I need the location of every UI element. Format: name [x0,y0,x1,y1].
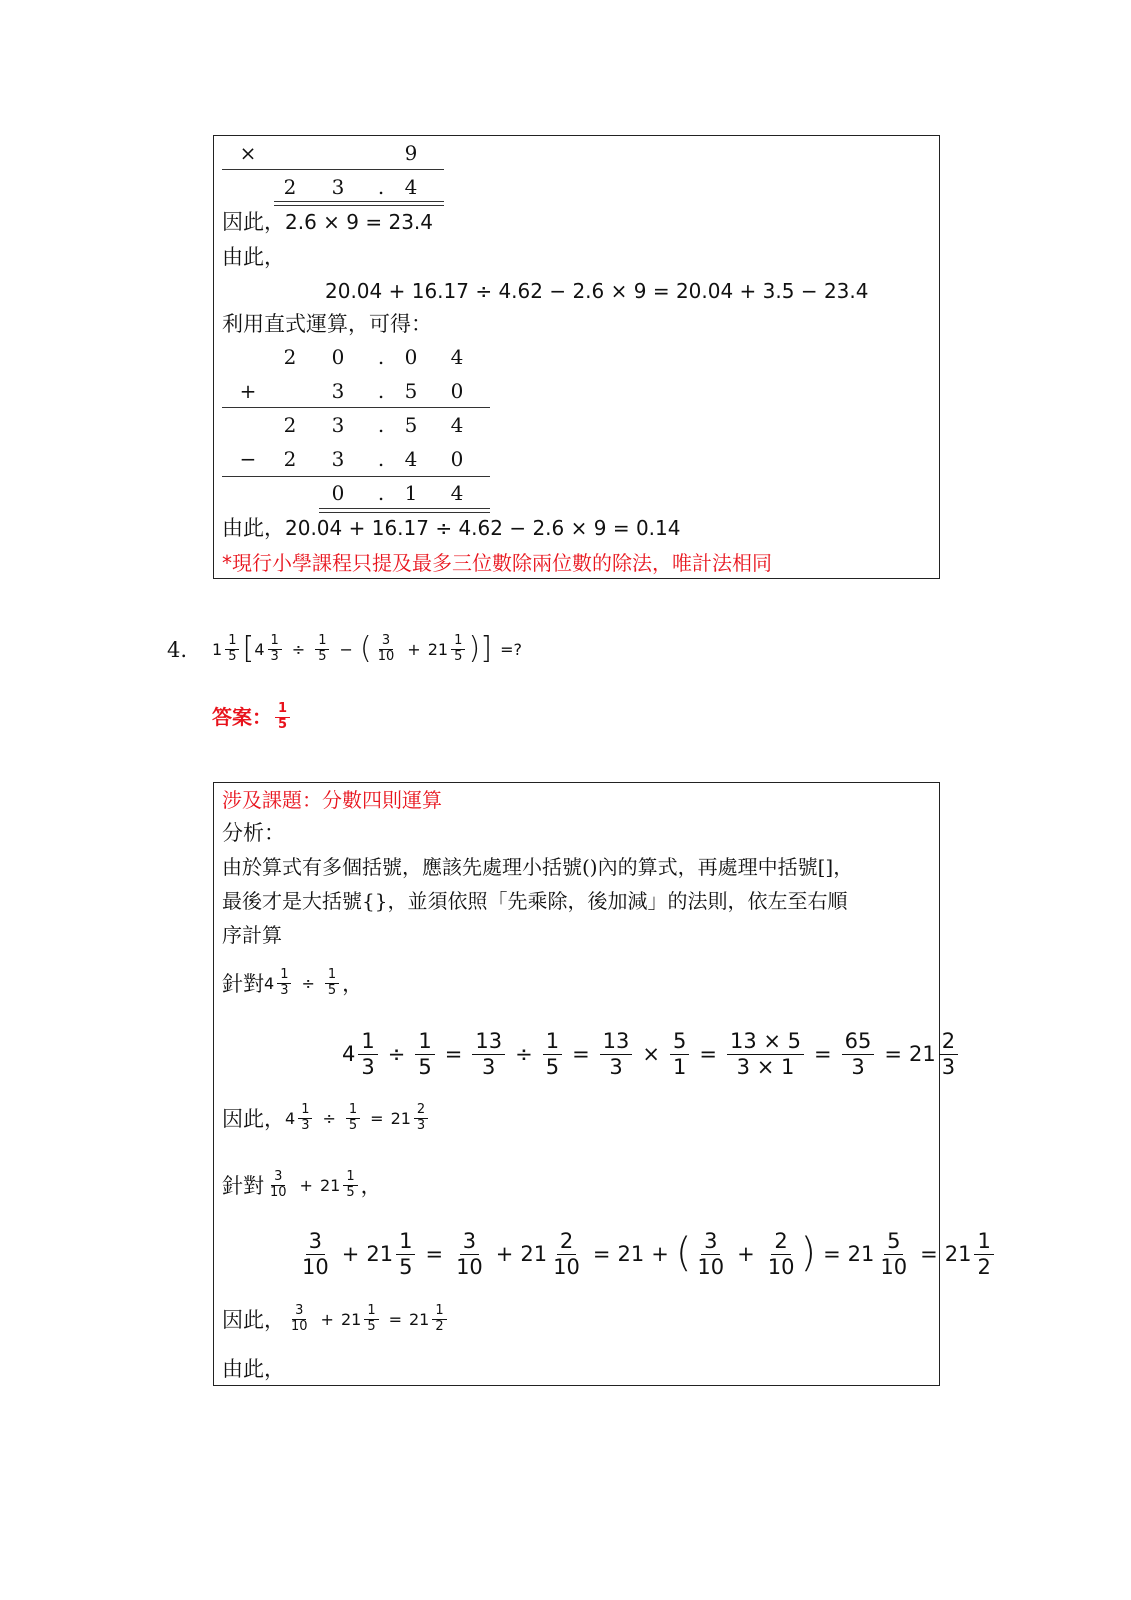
topic-heading: 涉及課題：分數四則運算 [222,788,442,812]
answer-label: 答案： [212,705,272,730]
final-line: 由此，20.04 + 16.17 ÷ 4.62 − 2.6 × 9 = 0.14 [222,516,681,540]
calc-cell: 3 [331,413,345,437]
analysis-paragraph-1: 由於算式有多個括號，應該先處理小括號()內的算式，再處理中括號[]， [222,855,854,879]
main-equation: 20.04 + 16.17 ÷ 4.62 − 2.6 × 9 = 20.04 + 3.5 − 23.4 [325,279,869,303]
calc-line [222,476,490,477]
analysis-paragraph-2: 最後才是大括號{}，並須依照「先乘除，後加減」的法則，依左至右順 [222,889,848,913]
thus-final: 由此， [222,1357,285,1381]
calc-cell: − [239,447,257,471]
calc-cell: . [377,345,385,369]
calc-cell: 2 [283,345,297,369]
answer-line [212,702,293,733]
step-2-equation: $\frac{3}{10}$ + 21 $\frac{1}{5}$ = $\frac{3}{10}$ + 21 $\frac{2}{10}$ = 21 + ( $\frac{3}{10}$ + $\frac{2}{10}$ ) = 21 $\frac{5}{10}$ = 21 $\frac{1}{2}$ [296,1226,997,1282]
calc-cell: 0 [331,345,345,369]
analysis-label: 分析： [222,821,285,845]
calc-cell: 2 [283,447,297,471]
calc-cell: . [377,481,385,505]
calc-cell: . [377,379,385,403]
calc-cell: 0 [450,447,464,471]
calc-cell: 4 [404,447,418,471]
thus-text: 由此， [222,245,285,269]
calc-cell: 2 [283,413,297,437]
step-1-equation: 4 $\frac{1}{3}$ ÷ $\frac{1}{5}$ = $\frac{13}{3}$ ÷ $\frac{1}{5}$ = $\frac{13}{3}$ × $\frac{5}{1}$ = $\frac{13 \times 5}{3 \times 1}$ = $\frac{65}{3}$ = 21 $\frac{2}{3}$ [342,1026,961,1082]
answer-denominator: 5 [278,716,288,732]
for-step-2: 針對 $\frac{3}{10}$ + 21 $\frac{1}{5}$ ， [222,1168,382,1200]
hence-equation: 2.6 × 9 = 23.4 [285,210,434,234]
calc-cell: 4 [450,481,464,505]
calc-cell: 5 [404,413,418,437]
question-number: 4. [167,638,188,662]
hence-text: 因此，2.6 × 9 = 23.4 [222,210,434,234]
mult-digit: 9 [404,141,418,165]
analysis-paragraph-3: 序計算 [222,923,282,947]
hence-step-1: 因此， 4 $\frac{1}{3}$ ÷ $\frac{1}{5}$ = 21 $\frac{2}{3}$ [222,1098,431,1138]
calc-cell: . [377,413,385,437]
for-step-1: 針對 4 $\frac{1}{3}$ ÷ $\frac{1}{5}$ ， [222,966,364,998]
mult-result-digit: 3 [331,175,345,199]
mult-line [222,169,444,170]
calc-cell: 0 [404,345,418,369]
calc-cell: 1 [404,481,418,505]
answer-numerator: 1 [275,702,290,718]
calc-double-line [319,508,490,513]
mult-double-line [274,201,444,206]
method-text: 利用直式運算，可得： [222,312,432,336]
calc-cell: 4 [450,345,464,369]
calc-cell: 0 [331,481,345,505]
final-equation: 20.04 + 16.17 ÷ 4.62 − 2.6 × 9 = 0.14 [285,516,681,540]
mult-result-digit: 2 [283,175,297,199]
mult-result-digit: 4 [404,175,418,199]
calc-cell: 5 [404,379,418,403]
calc-cell: 3 [331,379,345,403]
calc-cell: . [377,447,385,471]
calc-cell: + [239,379,257,403]
calc-line [222,407,490,408]
question-expression: 1 $\frac{1}{5}$ [ 4 $\frac{1}{3}$ ÷ $\frac{1}{5}$ − ( $\frac{3}{10}$ + 21 $\frac{1}{5}$ ) ] =? [212,630,522,666]
calc-cell: 3 [331,447,345,471]
calc-cell: 0 [450,379,464,403]
calc-cell: 4 [450,413,464,437]
hence-step-2: 因此， $\frac{3}{10}$ + 21 $\frac{1}{5}$ = 21 $\frac{1}{2}$ [222,1299,450,1339]
mult-sign: × [239,141,257,165]
mult-result-digit: . [377,175,385,199]
curriculum-note: *現行小學課程只提及最多三位數除兩位數的除法，唯計法相同 [222,551,772,575]
